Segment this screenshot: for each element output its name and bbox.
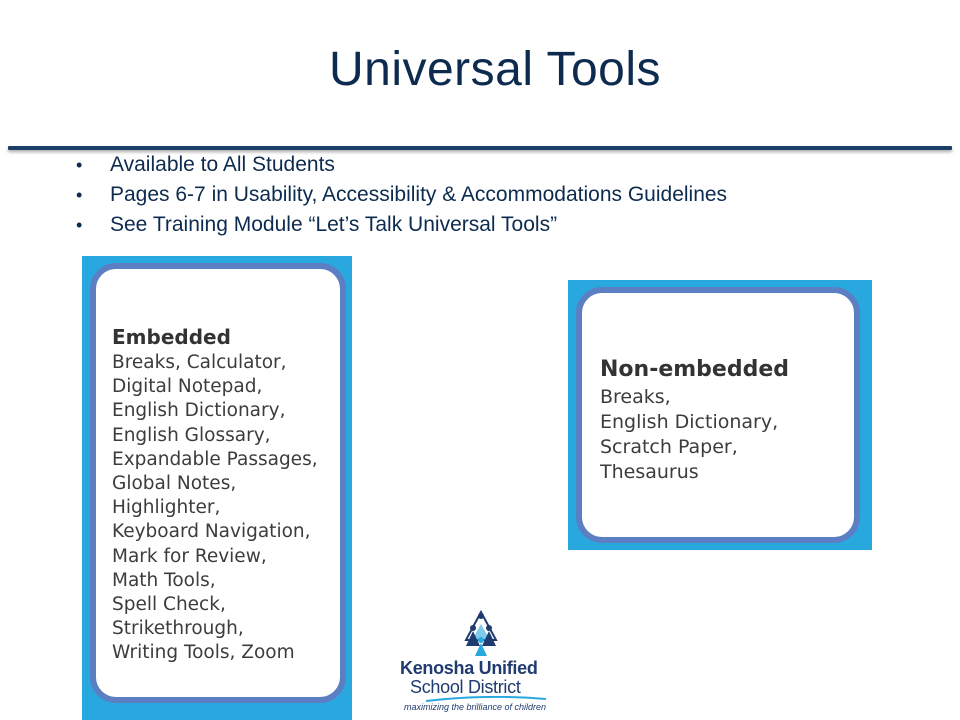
- slide-title: Universal Tools: [328, 43, 662, 96]
- embedded-tools-image: [82, 256, 352, 720]
- embedded-item: Keyboard Navigation,: [112, 521, 311, 543]
- embedded-item: Mark for Review,: [112, 545, 267, 567]
- nonembedded-item: English Dictionary,: [600, 411, 779, 433]
- bullet-item: [72, 150, 727, 180]
- bullet-item: [72, 210, 727, 240]
- embedded-item: Strikethrough,: [112, 618, 244, 640]
- bullet-icon: •: [76, 185, 83, 205]
- nonembedded-tools-card: [576, 287, 860, 543]
- bullet-item: [72, 180, 727, 210]
- bullet-text: Available to All Students: [110, 153, 335, 176]
- embedded-item: Expandable Passages,: [112, 448, 318, 470]
- bullet-icon: •: [76, 155, 83, 175]
- nonembedded-heading: Non-embedded: [600, 357, 789, 382]
- embedded-item: Breaks, Calculator,: [112, 352, 287, 373]
- embedded-item: English Glossary,: [112, 424, 271, 446]
- embedded-item: Global Notes,: [112, 473, 237, 495]
- logo-name: Kenosha Unified: [400, 658, 538, 678]
- embedded-item: Writing Tools, Zoom: [112, 642, 295, 664]
- district-logo: [396, 610, 566, 720]
- logo-district: School District: [410, 677, 521, 697]
- embedded-heading: Embedded: [112, 325, 231, 349]
- bullet-list: [72, 150, 727, 240]
- bullet-icon: •: [76, 215, 83, 235]
- embedded-item: Highlighter,: [112, 497, 221, 519]
- embedded-item: English Dictionary,: [112, 400, 286, 422]
- nonembedded-item: Thesaurus: [600, 461, 699, 483]
- embedded-item: Spell Check,: [112, 594, 226, 616]
- family-tree-icon: [396, 610, 566, 660]
- bullet-text: See Training Module “Let’s Talk Universal Tools”: [110, 213, 558, 236]
- nonembedded-item: Scratch Paper,: [600, 436, 738, 458]
- nonembedded-tools-image: [568, 280, 872, 550]
- embedded-item: Digital Notepad,: [112, 376, 263, 398]
- embedded-item: Math Tools,: [112, 569, 216, 591]
- logo-tagline: maximizing the brilliance of children: [404, 702, 547, 712]
- embedded-tools-card: [90, 263, 346, 703]
- bullet-text: Pages 6-7 in Usability, Accessibility & Accommodations Guidelines: [110, 183, 728, 206]
- nonembedded-item: Breaks,: [600, 386, 671, 408]
